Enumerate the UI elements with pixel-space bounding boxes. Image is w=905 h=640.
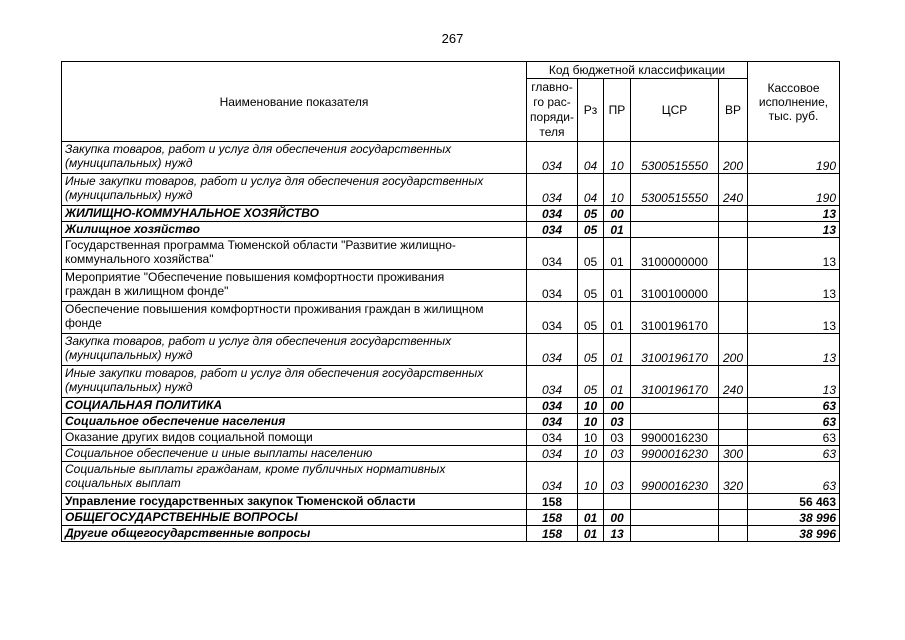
indicator-name-line: Оказание других видов социальной помощи	[65, 430, 313, 444]
amount-cell: 63	[748, 430, 840, 446]
pr-code-cell: 01	[604, 270, 631, 302]
indicator-name-line: СОЦИАЛЬНАЯ ПОЛИТИКА	[65, 398, 223, 412]
header-total-column	[748, 62, 840, 142]
csr-code-cell	[631, 494, 719, 510]
header-grbs-column	[527, 79, 578, 142]
indicator-name-line: (муниципальных) нужд	[65, 188, 193, 202]
pr-code-cell: 10	[604, 142, 631, 174]
csr-code-cell	[631, 526, 719, 542]
indicator-name-line: граждан в жилищном фонде"	[65, 284, 229, 298]
table-row	[62, 174, 840, 206]
indicator-name-cell	[62, 430, 527, 446]
table-row	[62, 430, 840, 446]
vr-code-cell	[719, 206, 748, 222]
amount-cell: 63	[748, 446, 840, 462]
amount-cell: 38 996	[748, 510, 840, 526]
header-grbs-line: го рас-	[533, 95, 571, 109]
amount-cell: 13	[748, 206, 840, 222]
indicator-name-line: социальных выплат	[65, 476, 181, 490]
grbs-code-cell: 158	[527, 510, 578, 526]
csr-code-cell	[631, 222, 719, 238]
amount-cell: 13	[748, 302, 840, 334]
pr-code-cell: 03	[604, 430, 631, 446]
vr-code-cell	[719, 430, 748, 446]
csr-code-cell: 3100196170	[631, 366, 719, 398]
rz-code-cell: 05	[578, 206, 604, 222]
amount-cell: 56 463	[748, 494, 840, 510]
header-grbs-line: главно-	[531, 80, 573, 94]
rz-code-cell: 10	[578, 462, 604, 494]
indicator-name-cell	[62, 206, 527, 222]
table-row	[62, 222, 840, 238]
indicator-name-line: Закупка товаров, работ и услуг для обеспечения государственных	[65, 334, 452, 348]
indicator-name-line: Иные закупки товаров, работ и услуг для обеспечения государственных	[65, 174, 484, 188]
indicator-name-cell	[62, 238, 527, 270]
amount-cell: 13	[748, 270, 840, 302]
grbs-code-cell: 158	[527, 494, 578, 510]
csr-code-cell: 3100000000	[631, 238, 719, 270]
vr-code-cell: 300	[719, 446, 748, 462]
pr-code-cell	[604, 494, 631, 510]
rz-code-cell: 05	[578, 334, 604, 366]
grbs-code-cell: 034	[527, 462, 578, 494]
csr-code-cell: 9900016230	[631, 446, 719, 462]
pr-code-cell: 01	[604, 302, 631, 334]
pr-code-cell: 03	[604, 414, 631, 430]
header-total-line: Кассовое	[767, 80, 820, 95]
rz-code-cell: 05	[578, 366, 604, 398]
indicator-name-line: Жилищное хозяйство	[65, 222, 200, 236]
vr-code-cell	[719, 510, 748, 526]
indicator-name-cell	[62, 526, 527, 542]
indicator-name-cell	[62, 366, 527, 398]
table-row	[62, 510, 840, 526]
vr-code-cell: 200	[719, 142, 748, 174]
csr-code-cell: 3100100000	[631, 270, 719, 302]
table-row	[62, 398, 840, 414]
header-pr-column: ПР	[604, 79, 631, 142]
vr-code-cell: 320	[719, 462, 748, 494]
grbs-code-cell: 034	[527, 366, 578, 398]
rz-code-cell: 05	[578, 302, 604, 334]
indicator-name-line: (муниципальных) нужд	[65, 380, 193, 394]
grbs-code-cell: 034	[527, 142, 578, 174]
grbs-code-cell: 034	[527, 222, 578, 238]
indicator-name-line: Другие общегосударственные вопросы	[65, 526, 311, 540]
pr-code-cell: 13	[604, 526, 631, 542]
indicator-name-line: Закупка товаров, работ и услуг для обеспечения государственных	[65, 142, 452, 156]
table-row	[62, 302, 840, 334]
amount-cell: 13	[748, 366, 840, 398]
amount-cell: 63	[748, 462, 840, 494]
table-row	[62, 270, 840, 302]
grbs-code-cell: 034	[527, 238, 578, 270]
rz-code-cell: 10	[578, 430, 604, 446]
rz-code-cell: 05	[578, 222, 604, 238]
vr-code-cell	[719, 270, 748, 302]
csr-code-cell	[631, 398, 719, 414]
rz-code-cell: 05	[578, 270, 604, 302]
amount-cell: 13	[748, 222, 840, 238]
indicator-name-cell	[62, 174, 527, 206]
csr-code-cell: 9900016230	[631, 430, 719, 446]
table-row	[62, 462, 840, 494]
table-row	[62, 142, 840, 174]
indicator-name-line: Социальное обеспечение населения	[65, 414, 286, 428]
indicator-name-line: ЖИЛИЩНО-КОММУНАЛЬНОЕ ХОЗЯЙСТВО	[65, 206, 319, 220]
header-rz-column: Рз	[578, 79, 604, 142]
indicator-name-cell	[62, 398, 527, 414]
csr-code-cell	[631, 206, 719, 222]
amount-cell: 38 996	[748, 526, 840, 542]
indicator-name-cell	[62, 494, 527, 510]
rz-code-cell: 10	[578, 414, 604, 430]
amount-cell: 13	[748, 238, 840, 270]
table-row	[62, 238, 840, 270]
rz-code-cell: 05	[578, 238, 604, 270]
pr-code-cell: 01	[604, 366, 631, 398]
vr-code-cell	[719, 526, 748, 542]
indicator-name-cell	[62, 270, 527, 302]
pr-code-cell: 03	[604, 462, 631, 494]
indicator-name-cell	[62, 222, 527, 238]
table-row	[62, 526, 840, 542]
header-total-line: тыс. руб.	[768, 108, 819, 123]
indicator-name-line: фонде	[65, 316, 102, 330]
grbs-code-cell: 034	[527, 430, 578, 446]
header-classification-group: Код бюджетной классификации	[527, 62, 748, 79]
table-header	[62, 62, 840, 142]
pr-code-cell: 01	[604, 334, 631, 366]
indicator-name-line: Обеспечение повышения комфортности проживания граждан в жилищном	[65, 302, 484, 316]
page-number: 267	[441, 31, 464, 46]
vr-code-cell	[719, 302, 748, 334]
table-row	[62, 494, 840, 510]
header-csr-column: ЦСР	[631, 79, 719, 142]
indicator-name-cell	[62, 142, 527, 174]
grbs-code-cell: 034	[527, 270, 578, 302]
csr-code-cell: 9900016230	[631, 462, 719, 494]
vr-code-cell	[719, 494, 748, 510]
grbs-code-cell: 034	[527, 174, 578, 206]
rz-code-cell: 10	[578, 398, 604, 414]
table-row	[62, 446, 840, 462]
amount-cell: 190	[748, 174, 840, 206]
indicator-name-line: (муниципальных) нужд	[65, 156, 193, 170]
csr-code-cell: 5300515550	[631, 174, 719, 206]
vr-code-cell	[719, 398, 748, 414]
indicator-name-cell	[62, 446, 527, 462]
pr-code-cell: 01	[604, 238, 631, 270]
rz-code-cell: 01	[578, 526, 604, 542]
header-name-column: Наименование показателя	[62, 62, 527, 142]
vr-code-cell: 240	[719, 174, 748, 206]
csr-code-cell: 3100196170	[631, 334, 719, 366]
rz-code-cell	[578, 494, 604, 510]
header-total-line: исполнение,	[758, 94, 829, 109]
rz-code-cell: 10	[578, 446, 604, 462]
vr-code-cell: 240	[719, 366, 748, 398]
table-row	[62, 334, 840, 366]
csr-code-cell	[631, 510, 719, 526]
vr-code-cell	[719, 414, 748, 430]
csr-code-cell: 5300515550	[631, 142, 719, 174]
indicator-name-cell	[62, 510, 527, 526]
pr-code-cell: 01	[604, 222, 631, 238]
pr-code-cell: 00	[604, 398, 631, 414]
csr-code-cell: 3100196170	[631, 302, 719, 334]
rz-code-cell: 04	[578, 142, 604, 174]
grbs-code-cell: 034	[527, 206, 578, 222]
indicator-name-cell	[62, 334, 527, 366]
rz-code-cell: 04	[578, 174, 604, 206]
table-row	[62, 206, 840, 222]
indicator-name-line: Иные закупки товаров, работ и услуг для обеспечения государственных	[65, 366, 484, 380]
amount-cell: 63	[748, 398, 840, 414]
indicator-name-line: Мероприятие "Обеспечение повышения комфортности проживания	[65, 270, 445, 284]
indicator-name-line: Социальные выплаты гражданам, кроме публичных нормативных	[65, 462, 446, 476]
table-row	[62, 414, 840, 430]
header-grbs-line: поряди-	[530, 110, 574, 124]
indicator-name-line: Социальное обеспечение и иные выплаты населению	[65, 446, 373, 460]
amount-cell: 13	[748, 334, 840, 366]
grbs-code-cell: 158	[527, 526, 578, 542]
table-body	[62, 142, 840, 542]
vr-code-cell	[719, 238, 748, 270]
indicator-name-cell	[62, 462, 527, 494]
table-row	[62, 366, 840, 398]
amount-cell: 190	[748, 142, 840, 174]
header-vr-column: ВР	[719, 79, 748, 142]
indicator-name-line: коммунального хозяйства"	[65, 252, 214, 266]
indicator-name-line: Управление государственных закупок Тюменской области	[65, 494, 416, 508]
budget-table	[61, 61, 840, 542]
grbs-code-cell: 034	[527, 334, 578, 366]
indicator-name-line: ОБЩЕГОСУДАРСТВЕННЫЕ ВОПРОСЫ	[65, 510, 298, 524]
csr-code-cell	[631, 414, 719, 430]
grbs-code-cell: 034	[527, 446, 578, 462]
indicator-name-line: Государственная программа Тюменской области "Развитие жилищно-	[65, 238, 456, 252]
indicator-name-cell	[62, 302, 527, 334]
header-grbs-line: теля	[539, 125, 565, 139]
vr-code-cell	[719, 222, 748, 238]
pr-code-cell: 00	[604, 206, 631, 222]
grbs-code-cell: 034	[527, 302, 578, 334]
grbs-code-cell: 034	[527, 398, 578, 414]
amount-cell: 63	[748, 414, 840, 430]
pr-code-cell: 03	[604, 446, 631, 462]
indicator-name-line: (муниципальных) нужд	[65, 348, 193, 362]
vr-code-cell: 200	[719, 334, 748, 366]
indicator-name-cell	[62, 414, 527, 430]
pr-code-cell: 00	[604, 510, 631, 526]
rz-code-cell: 01	[578, 510, 604, 526]
grbs-code-cell: 034	[527, 414, 578, 430]
pr-code-cell: 10	[604, 174, 631, 206]
